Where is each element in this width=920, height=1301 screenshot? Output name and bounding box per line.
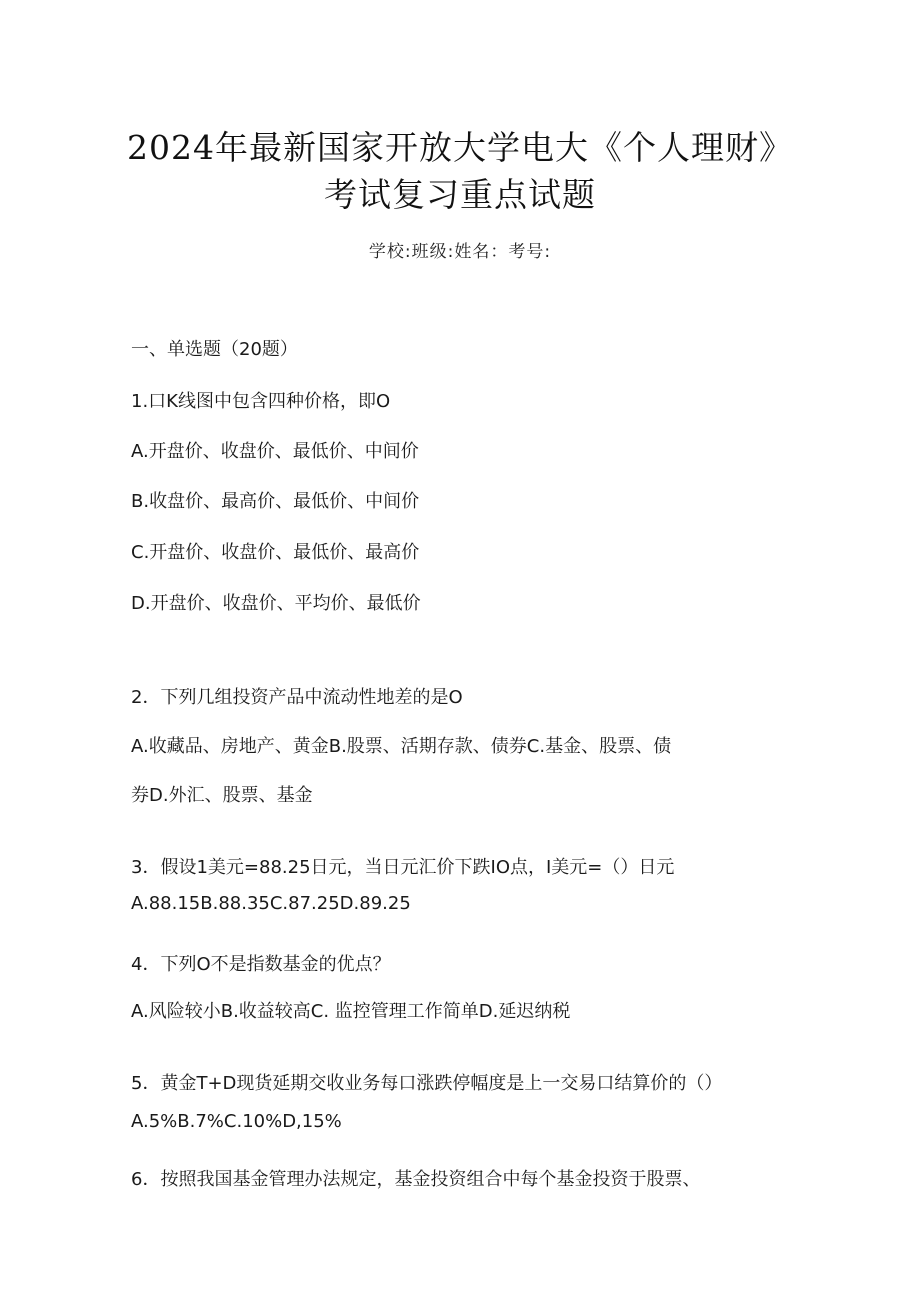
section-heading: 一、单选题（20题）	[131, 339, 298, 360]
question-2-options-line-2: 券D.外汇、股票、基金	[131, 785, 313, 806]
question-1-stem: 1.口K线图中包含四种价格，即O	[131, 391, 391, 412]
question-1-option-d: D.开盘价、收盘价、平均价、最低价	[131, 593, 421, 614]
question-2-options-line-1: A.收藏品、房地产、黄金B.股票、活期存款、债券C.基金、股票、债	[131, 736, 672, 757]
question-2-stem: 2．下列几组投资产品中流动性地差的是O	[131, 687, 463, 708]
question-1-option-a: A.开盘价、收盘价、最低价、中间价	[131, 441, 419, 462]
question-3-stem: 3．假设1美元=88.25日元，当日元汇价下跌IO点，I美元=（）日元	[131, 857, 675, 878]
question-1-option-b: B.收盘价、最高价、最低价、中间价	[131, 491, 420, 512]
document-title-line-2: 考试复习重点试题	[324, 175, 596, 214]
question-5-stem: 5．黄金T+D现货延期交收业务每口涨跌停幅度是上一交易口结算价的（）	[131, 1073, 723, 1094]
question-6-stem: 6．按照我国基金管理办法规定，基金投资组合中每个基金投资于股票、	[131, 1169, 701, 1190]
question-3-options: A.88.15B.88.35C.87.25D.89.25	[131, 893, 411, 914]
question-5-options: A.5%B.7%C.10%D,15%	[131, 1111, 342, 1132]
question-1-option-c: C.开盘价、收盘价、最低价、最高价	[131, 542, 420, 563]
question-4-stem: 4．下列O不是指数基金的优点？	[131, 954, 391, 975]
student-info-line: 学校:班级:姓名：考号:	[368, 242, 552, 262]
question-4-options: A.风险较小B.收益较高C. 监控管理工作简单D.延迟纳税	[131, 1001, 571, 1022]
document-title-line-1: 2024年最新国家开放大学电大《个人理财》	[127, 128, 793, 167]
